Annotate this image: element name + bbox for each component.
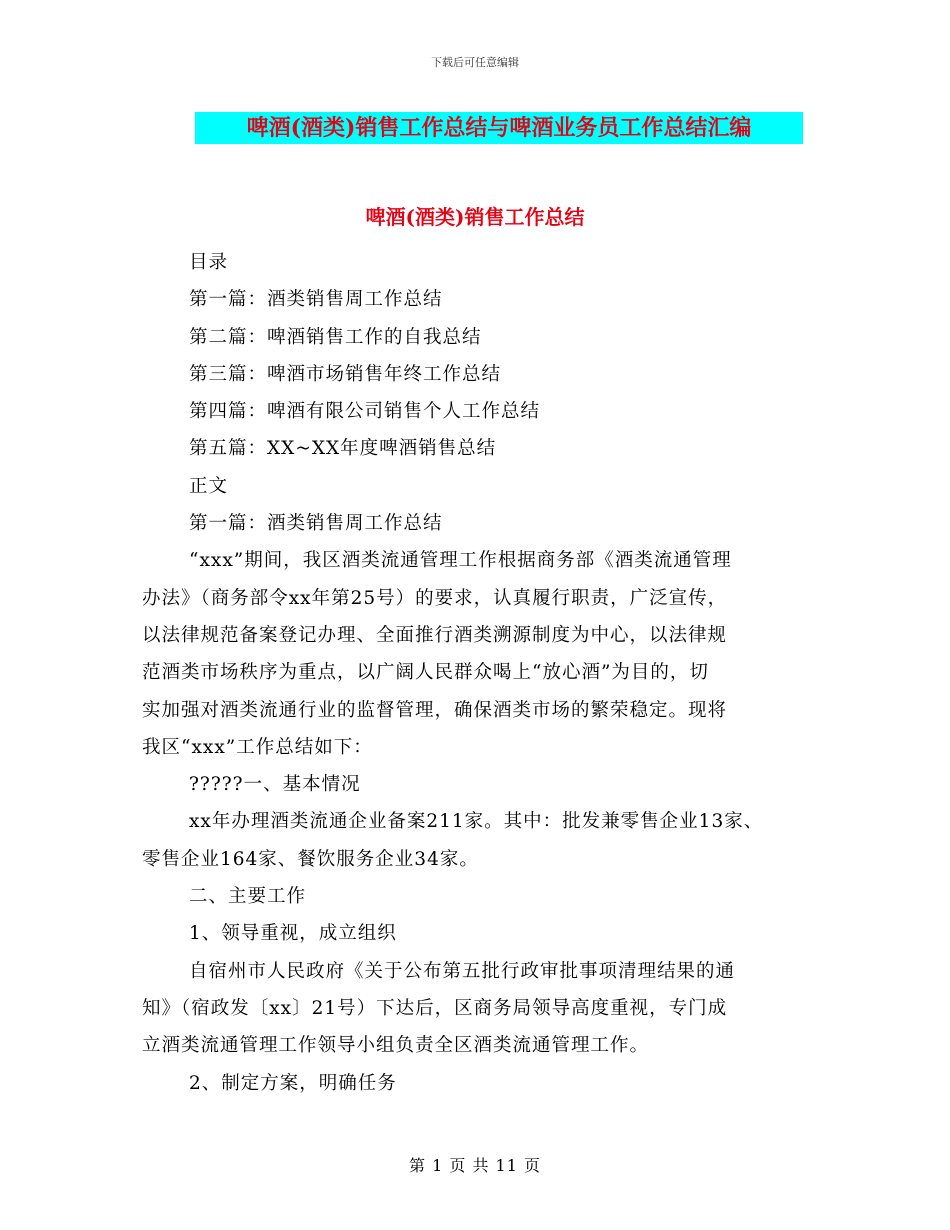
- text-line: 范酒类市场秩序为重点，以广阔人民群众喝上“放心酒”为目的，切: [142, 662, 709, 684]
- text-line: 2、制定方案，明确任务: [189, 1072, 397, 1094]
- header-note: 下载后可任意编辑: [431, 56, 519, 69]
- document-sub-title: 啤酒(酒类)销售工作总结: [365, 205, 585, 229]
- text-line: xx年办理酒类流通企业备案211家。其中：批发兼零售企业13家、: [189, 811, 764, 833]
- text-line: 第五篇：XX~XX年度啤酒销售总结: [189, 438, 497, 460]
- text-line: 以法律规范备案登记办理、全面推行酒类溯源制度为中心，以法律规: [142, 624, 728, 646]
- text-line: 办法》（商务部令xx年第25号）的要求，认真履行职责，广泛宣传，: [142, 587, 728, 609]
- text-line: 第二篇：啤酒销售工作的自我总结: [189, 326, 482, 348]
- document-body: [142, 244, 832, 1102]
- text-line: 二、主要工作: [189, 886, 307, 908]
- page-footer: 第 1 页 共 11 页: [409, 1156, 541, 1175]
- text-line: 目录: [189, 252, 229, 273]
- text-line: 第一篇：酒类销售周工作总结: [189, 513, 443, 535]
- text-line: ?????一、基本情况: [189, 774, 361, 796]
- document-main-title: 啤酒(酒类)销售工作总结与啤酒业务员工作总结汇编: [195, 112, 803, 144]
- text-line: 零售企业164家、餐饮服务企业34家。: [142, 848, 479, 870]
- text-line: 第三篇：啤酒市场销售年终工作总结: [189, 363, 502, 385]
- text-line: 自宿州市人民政府《关于公布第五批行政审批事项清理结果的通: [189, 960, 736, 982]
- text-line: 第一篇：酒类销售周工作总结: [189, 289, 443, 311]
- text-line: “xxx”期间，我区酒类流通管理工作根据商务部《酒类流通管理: [189, 550, 732, 572]
- text-line: 正文: [189, 475, 229, 497]
- text-line: 我区“xxx”工作总结如下：: [142, 736, 373, 758]
- text-line: 实加强对酒类流通行业的监督管理，确保酒类市场的繁荣稳定。现将: [142, 699, 728, 721]
- text-line: 知》（宿政发〔xx〕21号）下达后，区商务局领导高度重视，专门成: [142, 997, 728, 1019]
- text-line: 1、领导重视，成立组织: [189, 923, 397, 945]
- text-line: 第四篇：啤酒有限公司销售个人工作总结: [189, 401, 541, 423]
- text-line: 立酒类流通管理工作领导小组负责全区酒类流通管理工作。: [142, 1035, 650, 1057]
